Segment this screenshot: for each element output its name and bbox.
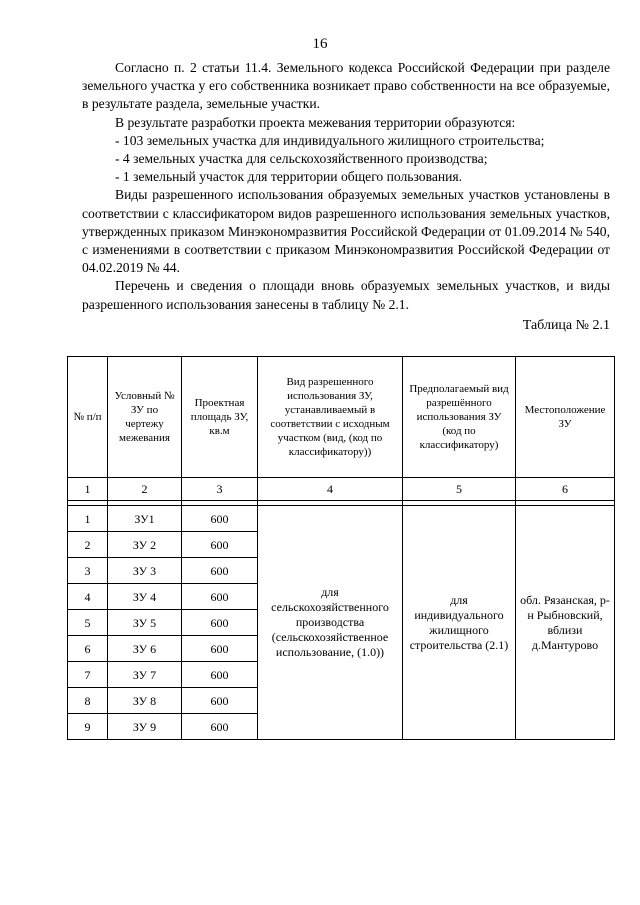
cell-number: 3 [68, 558, 108, 584]
cell-number: 4 [68, 584, 108, 610]
cell-number: 9 [68, 714, 108, 740]
cell-plot-id: ЗУ 9 [108, 714, 182, 740]
paragraph-intro-list: В результате разработки проекта межевания территории образуются: [115, 114, 516, 130]
header-number: № п/п [68, 357, 108, 478]
cell-area: 600 [182, 532, 258, 558]
cell-number: 5 [68, 610, 108, 636]
header-current-use: Вид разрешенного использования ЗУ, устанавливаемый в соответствии с исходным участком (вид, (код по классификатору)) [258, 357, 403, 478]
list-item: - 4 земельных участка для сельскохозяйственного производства; [115, 151, 488, 167]
cell-number: 2 [68, 532, 108, 558]
column-number: 6 [516, 478, 615, 501]
land-plots-table [67, 356, 615, 740]
header-area: Проектная площадь ЗУ, кв.м [182, 357, 258, 478]
cell-number: 1 [68, 506, 108, 532]
list-item: - 103 земельных участка для индивидуального жилищного строительства; [115, 132, 545, 148]
cell-plot-id: ЗУ 2 [108, 532, 182, 558]
cell-area: 600 [182, 610, 258, 636]
cell-number: 7 [68, 662, 108, 688]
header-location: Местоположение ЗУ [516, 357, 615, 478]
cell-number: 6 [68, 636, 108, 662]
page-number: 16 [312, 36, 328, 52]
paragraph-permitted-use: Виды разрешенного использования образуемых земельных участков установлены в соответствии с классификатором видов разрешенного использования земельных участков, утвержденных приказом Минэкономразвития Российской Федерации от 01.09.2014 № 540, с изменениями в соответствии с приказом Минэкономразвития Российской Федерации от 04.02.2019 № 44. [82, 187, 610, 276]
header-planned-use: Предполагаемый вид разрешённого использования ЗУ (код по классификатору) [403, 357, 516, 478]
table-row [68, 506, 615, 532]
list-item: - 1 земельный участок для территории общего пользования. [115, 169, 463, 185]
cell-plot-id: ЗУ 7 [108, 662, 182, 688]
cell-area: 600 [182, 714, 258, 740]
cell-planned-use: для индивидуального жилищного строительства (2.1) [403, 506, 516, 740]
cell-area: 600 [182, 558, 258, 584]
body-text [82, 59, 610, 314]
cell-area: 600 [182, 688, 258, 714]
header-plot-id: Условный № ЗУ по чертежу межевания [108, 357, 182, 478]
cell-area: 600 [182, 662, 258, 688]
cell-plot-id: ЗУ 3 [108, 558, 182, 584]
cell-location: обл. Рязанская, р-н Рыбновский, вблизи д.Мантурово [516, 506, 615, 740]
column-number: 4 [258, 478, 403, 501]
cell-number: 8 [68, 688, 108, 714]
column-number: 2 [108, 478, 182, 501]
cell-plot-id: ЗУ 5 [108, 610, 182, 636]
cell-area: 600 [182, 636, 258, 662]
cell-plot-id: ЗУ 4 [108, 584, 182, 610]
cell-plot-id: ЗУ 6 [108, 636, 182, 662]
cell-plot-id: ЗУ 8 [108, 688, 182, 714]
cell-plot-id: ЗУ1 [108, 506, 182, 532]
column-number: 1 [68, 478, 108, 501]
paragraph-table-reference: Перечень и сведения о площади вновь образуемых земельных участков, и виды разрешенного использования занесены в таблицу № 2.1. [82, 278, 610, 312]
cell-current-use: для сельскохозяйственного производства (сельскохозяйственное использование, (1.0)) [258, 506, 403, 740]
paragraph-land-code: Согласно п. 2 статьи 11.4. Земельного кодекса Российской Федерации при разделе земельного участка у его собственника возникает право собственности на все образуемые, в результате раздела, земельные участки. [82, 60, 610, 112]
cell-area: 600 [182, 506, 258, 532]
table-caption: Таблица № 2.1 [522, 318, 610, 333]
column-number: 5 [403, 478, 516, 501]
column-number: 3 [182, 478, 258, 501]
cell-area: 600 [182, 584, 258, 610]
